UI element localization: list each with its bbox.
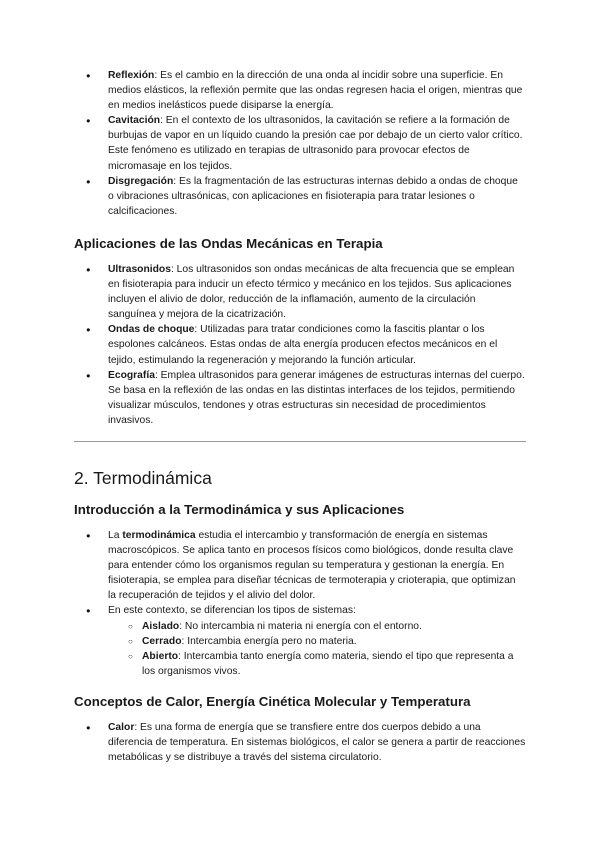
- term-aislado: Aislado: [142, 620, 180, 632]
- item-text: : Es una forma de energía que se transfiere entre dos cuerpos debido a una diferencia de temperatura. En sistemas biológicos, el calor se genera a partir de reacciones metabólicas y se distribuye a través del sistema circulatorio.: [108, 721, 526, 764]
- item-text: estudia el intercambio y transformación de energía en sistemas macroscópicos. Se aplica tanto en procesos físicos como biológicos, donde resulta clave para entender cómo los organismos regulan su temperatura y gestionan la energía. En fisioterapia, se emplea para diseñar técnicas de termoterapia y crioterapia, que optimizan la recuperación de tejidos y el alivio del dolor.: [108, 529, 516, 602]
- item-text: : Es la fragmentación de las estructuras internas debido a ondas de choque o vibraciones ultrasónicas, con aplicaciones en fisioterapia para tratar lesiones o calcificaciones.: [108, 175, 518, 217]
- term-ondas-de-choque: Ondas de choque: [108, 324, 195, 336]
- item-text: : Los ultrasonidos son ondas mecánicas de alta frecuencia que se emplean en fisioterapia para inducir un efecto térmico y mecánico en los tejidos. Sus aplicaciones incluyen el alivio de dolor, reducción de la inflamación, aumento de la circulación sanguínea y mejora de la cicatrización.: [108, 263, 515, 321]
- term-reflexion: Reflexión: [108, 70, 155, 81]
- concepts-list: [74, 720, 526, 765]
- list-item: [74, 113, 526, 173]
- list-item: [74, 368, 526, 428]
- item-text: : Es el cambio en la dirección de una onda al incidir sobre una superficie. En medios elásticos, la reflexión permite que las ondas regresen hacia el origen, mientras que en medios inelásticos puede disiparse la energía.: [108, 70, 523, 112]
- sub-list-item: [108, 619, 526, 634]
- list-item: [74, 68, 526, 113]
- item-text: : En el contexto de los ultrasonidos, la cavitación se refiere a la formación de burbujas de vapor en un líquido cuando la presión cae por debajo de un cierto valor crítico. Este fenómeno es utilizado en terapias de ultrasonido para provocar efectos de micromasaje en los tejidos.: [108, 115, 523, 172]
- item-text: : Utilizadas para tratar condiciones como la fascitis plantar o los espolones calcáneos. Estas ondas de alta energía producen efectos mecánicos en el tejido, estimulando la regeneración y mejorando la función articular.: [108, 324, 498, 366]
- section-title: 2. Termodinámica: [74, 467, 212, 488]
- item-text: : Intercambia energía pero no materia.: [181, 635, 357, 647]
- term-abierto: Abierto: [142, 650, 179, 662]
- applications-list: [74, 262, 526, 428]
- list-item: [74, 603, 526, 678]
- term-cavitacion: Cavitación: [108, 115, 161, 127]
- list-item: [74, 262, 526, 322]
- section-divider: [74, 441, 526, 442]
- term-ultrasonidos: Ultrasonidos: [108, 263, 171, 275]
- item-text: : Intercambia tanto energía como materia, siendo el tipo que representa a los organismos vivos.: [142, 650, 514, 677]
- term-cerrado: Cerrado: [142, 635, 182, 647]
- intro-heading: Introducción a la Termodinámica y sus Aplicaciones: [74, 501, 405, 517]
- systems-list: [108, 619, 526, 679]
- sub-list-item: [108, 649, 526, 679]
- list-item: [74, 322, 526, 367]
- list-item: [74, 720, 526, 765]
- term-ecografia: Ecografía: [108, 369, 155, 381]
- list-item: [74, 174, 526, 219]
- sub-list-item: [108, 634, 526, 649]
- page-content: [74, 68, 526, 765]
- term-termodinamica: termodinámica: [122, 529, 196, 541]
- applications-heading: Aplicaciones de las Ondas Mecánicas en Terapia: [74, 235, 383, 251]
- term-disgregacion: Disgregación: [108, 175, 174, 187]
- wave-effects-list: [74, 68, 526, 219]
- item-text: : No intercambia ni materia ni energía con el entorno.: [179, 620, 422, 632]
- term-calor: Calor: [108, 721, 135, 733]
- item-text: La: [108, 529, 123, 541]
- item-text: : Emplea ultrasonidos para generar imágenes de estructuras internas del cuerpo. Se basa en la reflexión de las ondas en las distintas interfaces de los tejidos, permitiendo visualizar músculos, tendones y otras estructuras sin necesidad de procedimientos invasivos.: [108, 369, 525, 426]
- intro-list: [74, 528, 526, 679]
- concepts-heading: Conceptos de Calor, Energía Cinética Molecular y Temperatura: [74, 693, 471, 709]
- item-text: En este contexto, se diferencian los tipos de sistemas:: [108, 605, 356, 617]
- list-item: [74, 528, 526, 603]
